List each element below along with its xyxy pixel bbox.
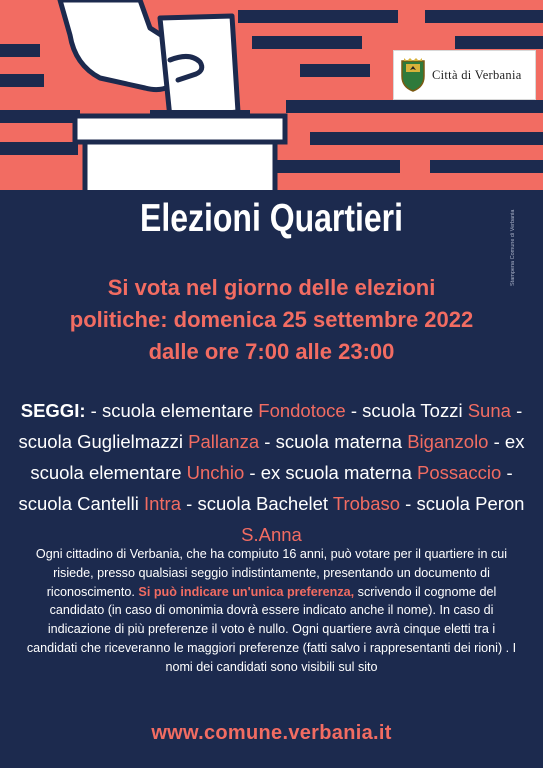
city-logo — [393, 50, 536, 100]
station-text: - ex scuola elementare — [30, 431, 525, 483]
hand-dropping-ballot-icon — [0, 0, 300, 190]
subtitle-line: Si vota nel giorno delle elezioni — [107, 275, 436, 300]
polling-stations — [6, 395, 537, 550]
station-text: - scuola materna — [259, 431, 408, 452]
info-text: Ogni cittadino di Verbania, che ha compiuto 16 anni, può votare per il quartiere in cui risiede, presso qualsiasi seggio indistintamente, presentando un documento di riconoscimento. — [35, 547, 508, 599]
station-text: - scuola elementare — [85, 400, 259, 421]
subtitle — [20, 272, 523, 368]
station-place: Intra — [143, 493, 181, 514]
header-banner — [0, 0, 543, 190]
logo-text: Città di Verbania — [432, 67, 522, 82]
preference-highlight: Si può indicare un'unica preferenza, — [138, 584, 355, 599]
printer-note: Stampena Comune di Verbania — [510, 209, 516, 286]
subtitle-line: politiche: domenica 25 settembre 2022 — [69, 307, 474, 332]
station-text: - scuola Guglielmazzi — [18, 400, 523, 452]
decorative-stripe — [455, 36, 543, 49]
page-title: Elezioni Quartieri — [139, 197, 404, 240]
info-paragraph — [22, 545, 521, 677]
seggi-label: SEGGI: — [20, 400, 86, 421]
station-place: Biganzolo — [407, 431, 489, 452]
station-place: S.Anna — [241, 524, 302, 545]
info-text: scrivendo il cognome del candidato (in caso di omonimia dovrà essere indicato anche il nome). In caso di indicazione di più preferenze il voto è nullo. Ogni quartiere avrà cinque eletti tra i candidati che riceveranno le maggiori preferenze (fatti salvo i rappresentanti dei rioni) . I nomi dei candidati sono visibili sul sito — [26, 584, 517, 674]
station-text: - scuola Cantelli — [18, 462, 513, 514]
station-place: Fondotoce — [258, 400, 346, 421]
decorative-stripe — [425, 10, 543, 23]
decorative-stripe — [286, 100, 543, 113]
station-place: Possaccio — [417, 462, 502, 483]
station-text: - scuola Peron — [400, 493, 525, 514]
station-text: - scuola Tozzi — [345, 400, 468, 421]
decorative-stripe — [300, 64, 370, 77]
website-link[interactable]: www.comune.verbania.it — [151, 722, 392, 744]
decorative-stripe — [310, 132, 543, 145]
subtitle-line: dalle ore 7:00 alle 23:00 — [148, 339, 395, 364]
station-place: Trobaso — [332, 493, 401, 514]
station-place: Pallanza — [188, 431, 260, 452]
station-text: - ex scuola materna — [244, 462, 417, 483]
station-place: Suna — [467, 400, 511, 421]
city-crest-icon — [400, 58, 426, 92]
station-place: Unchio — [186, 462, 245, 483]
station-text: - scuola Bachelet — [181, 493, 333, 514]
decorative-stripe — [430, 160, 543, 173]
